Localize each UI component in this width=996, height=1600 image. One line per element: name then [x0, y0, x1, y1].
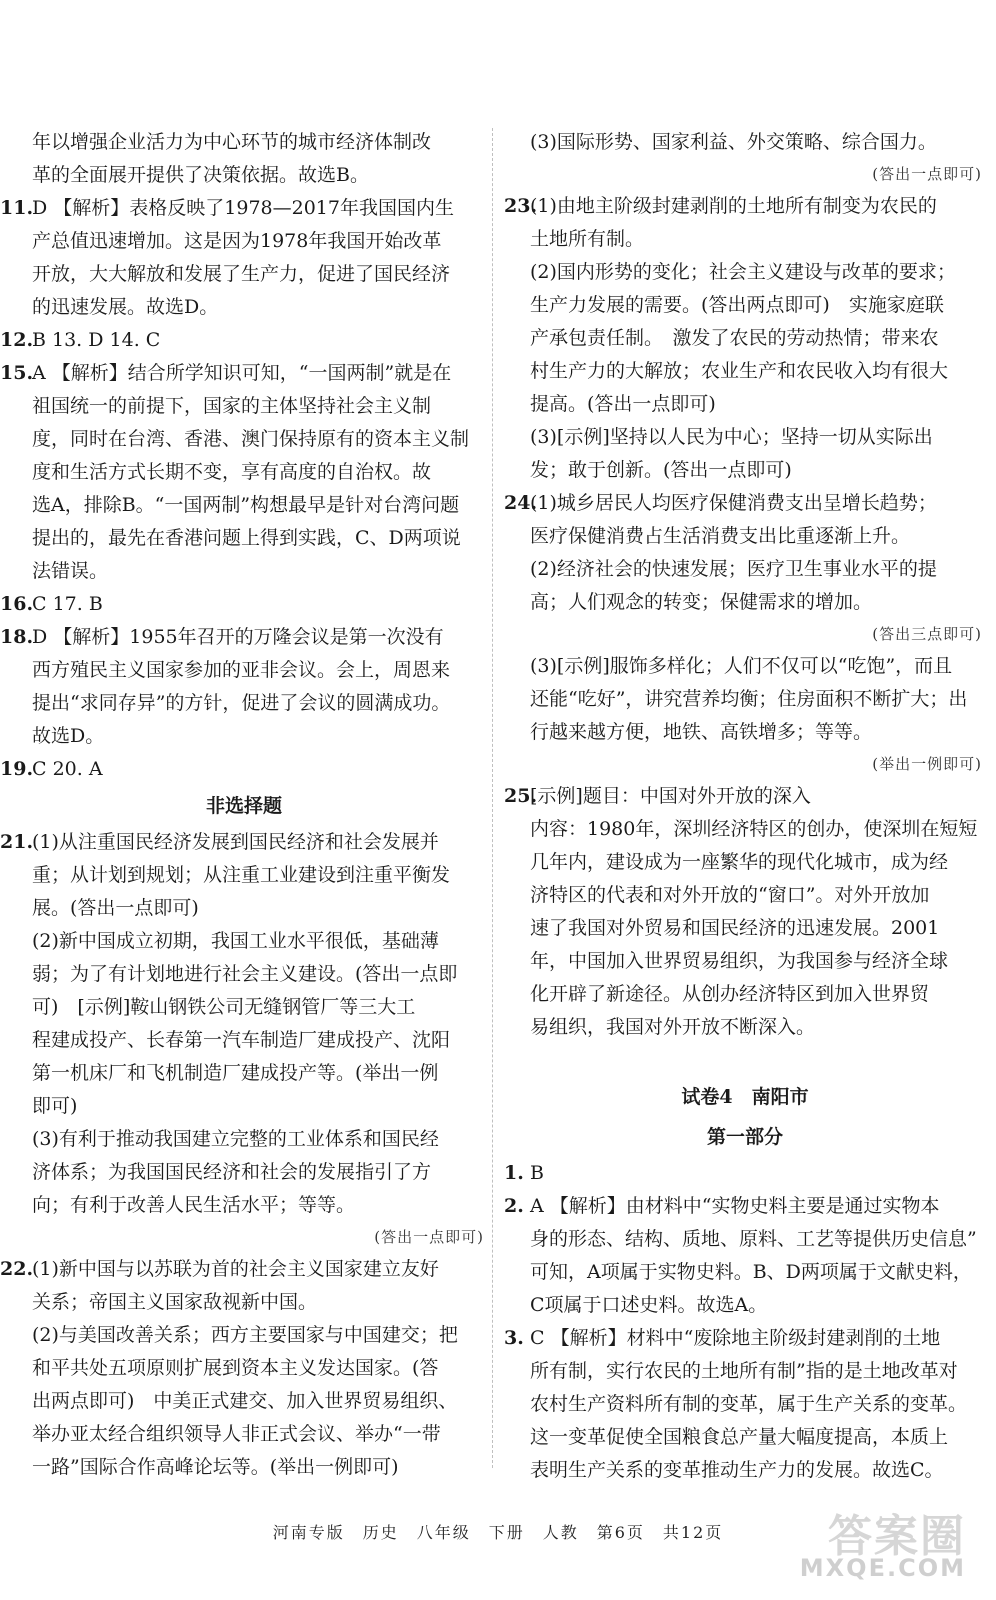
answer-item — [0, 753, 488, 786]
answer-text: 向；有利于改善人民生活水平；等等。 — [32, 1194, 356, 1216]
answer-text: 济体系；为我国国民经济和社会的发展指引了方 — [32, 1161, 432, 1183]
question-number: 2. — [504, 1195, 524, 1217]
question-number: 11. — [0, 197, 34, 219]
answer-line — [504, 1454, 986, 1487]
answer-line — [0, 522, 488, 555]
answer-text: A 【解析】结合所学知识可知，“一国两制”就是在 — [32, 362, 452, 384]
answer-text: 提高。(答出一点即可) — [530, 393, 716, 415]
answer-item — [504, 190, 986, 223]
watermark-url: MXQE.COM — [799, 1554, 966, 1582]
answer-line — [0, 1156, 488, 1189]
question-number: 16. — [0, 593, 34, 615]
answer-text: (3)有利于推动我国建立完整的工业体系和国民经 — [32, 1128, 439, 1150]
answer-text: 年以增强企业活力为中心环节的城市经济体制改 — [32, 131, 432, 153]
answer-item — [0, 1253, 488, 1286]
answer-text: 几年内，建设成为一座繁华的现代化城市，成为经 — [530, 851, 949, 873]
answer-text: 农村生产资料所有制的变革，属于生产关系的变革。 — [530, 1393, 968, 1415]
answer-text: D 【解析】1955年召开的万隆会议是第一次没有 — [32, 626, 444, 648]
answer-text: 村生产力的大解放；农业生产和农民收入均有很大 — [530, 360, 949, 382]
answer-line — [0, 720, 488, 753]
answer-line — [0, 1123, 488, 1156]
answer-text: B 13. D 14. C — [32, 329, 161, 351]
answer-line — [0, 456, 488, 489]
answer-text: 还能“吃好”，讲究营养均衡；住房面积不断扩大；出 — [530, 688, 968, 710]
answer-text: 身的形态、结构、质地、原料、工艺等提供历史信息” — [530, 1228, 977, 1250]
answer-line — [504, 126, 986, 159]
watermark-text: 答案圈 — [828, 1511, 966, 1562]
answer-line — [504, 650, 986, 683]
answer-text: (3)[示例]坚持以人民为中心；坚持一切从实际出 — [530, 426, 933, 448]
answer-line — [0, 1057, 488, 1090]
answer-line — [504, 1256, 986, 1289]
answer-text: (1)由地主阶级封建剥削的土地所有制变为农民的 — [530, 195, 937, 217]
answer-line — [0, 859, 488, 892]
answer-text: 选A，排除B。“一国两制”构想最早是针对台湾问题 — [32, 494, 460, 516]
answer-text: C 17. B — [32, 593, 103, 615]
answer-note — [504, 159, 986, 190]
answer-line — [0, 390, 488, 423]
answer-line — [504, 355, 986, 388]
answer-line — [0, 687, 488, 720]
answer-line — [0, 1385, 488, 1418]
right-column — [504, 126, 986, 1487]
answer-line — [0, 258, 488, 291]
answer-text: (1)城乡居民人均医疗保健消费支出呈增长趋势； — [530, 492, 937, 514]
section-heading: 第一部分 — [706, 1126, 783, 1148]
answer-line — [504, 945, 986, 978]
answer-line — [504, 520, 986, 553]
answer-text: 举办亚太经合组织领导人非正式会议、举办“一带 — [32, 1423, 441, 1445]
answer-text: 程建成投产、长春第一汽车制造厂建成投产、沈阳 — [32, 1029, 451, 1051]
question-number: 24. — [504, 492, 538, 514]
answer-text: 弱；为了有计划地进行社会主义建设。(答出一点即 — [32, 963, 458, 985]
answer-text: 重；从计划到规划；从注重工业建设到注重平衡发 — [32, 864, 451, 886]
answer-note — [0, 1222, 488, 1253]
question-number: 15. — [0, 362, 34, 384]
answer-item — [0, 324, 488, 357]
answer-line — [504, 1388, 986, 1421]
answer-line — [504, 813, 986, 846]
answer-line — [0, 1418, 488, 1451]
answer-text: 法错误。 — [32, 560, 109, 582]
answer-text: C 【解析】材料中“废除地主阶级封建剥削的土地 — [530, 1327, 941, 1349]
question-number: 19. — [0, 758, 34, 780]
answer-line — [0, 489, 488, 522]
answer-text: (3)[示例]服饰多样化；人们不仅可以“吃饱”，而且 — [530, 655, 953, 677]
answer-text: 高；人们观念的转变；保健需求的增加。 — [530, 591, 873, 613]
answer-note-text: (举出一例即可) — [872, 755, 982, 773]
answer-text: 西方殖民主义国家参加的亚非会议。会上，周恩来 — [32, 659, 451, 681]
answer-text: 度和生活方式长期不变，享有高度的自治权。故 — [32, 461, 432, 483]
answer-text: 发；敢于创新。(答出一点即可) — [530, 459, 792, 481]
answer-text: (2)国内形势的变化；社会主义建设与改革的要求； — [530, 261, 956, 283]
answer-item — [0, 621, 488, 654]
answer-text: 即可) — [32, 1095, 78, 1117]
answer-line — [504, 846, 986, 879]
answer-line — [0, 892, 488, 925]
answer-text: 的迅速发展。故选D。 — [32, 296, 219, 318]
answer-text: 祖国统一的前提下，国家的主体坚持社会主义制 — [32, 395, 432, 417]
answer-line — [0, 423, 488, 456]
section-heading: 非选择题 — [205, 795, 282, 817]
answer-text: C项属于口述史料。故选A。 — [530, 1294, 768, 1316]
answer-text: (2)经济社会的快速发展；医疗卫生事业水平的提 — [530, 558, 937, 580]
answer-text: 年，中国加入世界贸易组织，为我国参与经济全球 — [530, 950, 949, 972]
answer-text: 一路”国际合作高峰论坛等。(举出一例即可) — [32, 1456, 399, 1478]
column-divider — [492, 128, 494, 1468]
answer-line — [504, 289, 986, 322]
answer-text: 速了我国对外贸易和国民经济的迅速发展。2001 — [530, 917, 940, 939]
answer-line — [0, 291, 488, 324]
answer-line — [0, 925, 488, 958]
answer-note-text: (答出三点即可) — [872, 625, 982, 643]
answer-item — [0, 357, 488, 390]
answer-text: 展。(答出一点即可) — [32, 897, 199, 919]
answer-line — [0, 1189, 488, 1222]
answer-text: [示例]题目：中国对外开放的深入 — [530, 785, 811, 807]
answer-text: (3)国际形势、国家利益、外交策略、综合国力。 — [530, 131, 937, 153]
answer-text: 故选D。 — [32, 725, 105, 747]
answer-note — [504, 619, 986, 650]
question-number: 1. — [504, 1162, 524, 1184]
answer-text: 化开辟了新途径。从创办经济特区到加入世界贸 — [530, 983, 930, 1005]
answer-text: 开放，大大解放和发展了生产力，促进了国民经济 — [32, 263, 451, 285]
answer-text: 和平共处五项原则扩展到资本主义发达国家。(答 — [32, 1357, 439, 1379]
question-number: 18. — [0, 626, 34, 648]
answer-note-text: (答出一点即可) — [872, 165, 982, 183]
answer-line — [504, 1011, 986, 1044]
answer-text: 医疗保健消费占生活消费支出比重逐渐上升。 — [530, 525, 911, 547]
answer-line — [504, 1223, 986, 1256]
answer-text: 提出“求同存异”的方针，促进了会议的圆满成功。 — [32, 692, 451, 714]
answer-text: 易组织，我国对外开放不断深入。 — [530, 1016, 816, 1038]
answer-line — [504, 322, 986, 355]
answer-line — [504, 553, 986, 586]
watermark-logo — [796, 1500, 976, 1590]
question-number: 3. — [504, 1327, 524, 1349]
answer-line — [504, 978, 986, 1011]
question-number: 23. — [504, 195, 538, 217]
answer-text: 第一机床厂和飞机制造厂建成投产等。(举出一例 — [32, 1062, 439, 1084]
answer-text: (1)从注重国民经济发展到国民经济和社会发展并 — [32, 831, 439, 853]
answer-line — [0, 126, 488, 159]
answer-line — [504, 454, 986, 487]
answer-text: 提出的，最先在香港问题上得到实践，C、D两项说 — [32, 527, 461, 549]
answer-line — [0, 1451, 488, 1484]
answer-line — [504, 683, 986, 716]
answer-text: 生产力发展的需要。(答出两点即可) 实施家庭联 — [530, 294, 944, 316]
answer-text: 内容：1980年，深圳经济特区的创办，使深圳在短短 — [530, 818, 978, 840]
answer-text: 关系；帝国主义国家敌视新中国。 — [32, 1291, 318, 1313]
spacer — [504, 1044, 986, 1077]
left-column — [0, 126, 488, 1484]
answer-text: 可) [示例]鞍山钢铁公司无缝钢管厂等三大工 — [32, 996, 416, 1018]
answer-text: (2)新中国成立初期，我国工业水平很低，基础薄 — [32, 930, 439, 952]
section-heading: 试卷4 南阳市 — [681, 1086, 809, 1108]
answer-line — [504, 421, 986, 454]
answer-text: (2)与美国改善关系；西方主要国家与中国建交；把 — [32, 1324, 458, 1346]
question-number: 22. — [0, 1258, 34, 1280]
answer-text: 表明生产关系的变革推动生产力的发展。故选C。 — [530, 1459, 944, 1481]
answer-line — [0, 1319, 488, 1352]
answer-line — [504, 1289, 986, 1322]
answer-text: D 【解析】表格反映了1978—2017年我国国内生 — [32, 197, 454, 219]
answer-text: 革的全面展开提供了决策依据。故选B。 — [32, 164, 369, 186]
answer-text: 产总值迅速增加。这是因为1978年我国开始改革 — [32, 230, 442, 252]
question-number: 25. — [504, 785, 538, 807]
answer-item — [0, 192, 488, 225]
question-number: 21. — [0, 831, 34, 853]
answer-line — [0, 225, 488, 258]
answer-line — [0, 1352, 488, 1385]
answer-line — [504, 879, 986, 912]
answer-text: C 20. A — [32, 758, 103, 780]
answer-item — [504, 1190, 986, 1223]
answer-item — [504, 1157, 986, 1190]
answer-text: 这一变革促使全国粮食总产量大幅度提高，本质上 — [530, 1426, 949, 1448]
answer-line — [504, 586, 986, 619]
answer-text: B — [530, 1162, 544, 1184]
answer-note — [504, 749, 986, 780]
question-number: 12. — [0, 329, 34, 351]
answer-line — [504, 256, 986, 289]
answer-line — [0, 1024, 488, 1057]
answer-note-text: (答出一点即可) — [374, 1228, 484, 1246]
answer-text: 可知，A项属于实物史料。B、D两项属于文献史料， — [530, 1261, 972, 1283]
answer-line — [0, 159, 488, 192]
answer-text: 土地所有制。 — [530, 228, 645, 250]
answer-item — [0, 826, 488, 859]
answer-item — [504, 487, 986, 520]
answer-item — [0, 588, 488, 621]
answer-text: 行越来越方便，地铁、高铁增多；等等。 — [530, 721, 873, 743]
answer-line — [0, 1090, 488, 1123]
answer-line — [504, 1421, 986, 1454]
answer-text: 所有制，实行农民的土地所有制”指的是土地改革对 — [530, 1360, 958, 1382]
answer-line — [0, 958, 488, 991]
answer-line — [504, 912, 986, 945]
answer-text: 度，同时在台湾、香港、澳门保持原有的资本主义制 — [32, 428, 470, 450]
answer-line — [504, 716, 986, 749]
answer-line — [504, 223, 986, 256]
answer-line — [504, 1355, 986, 1388]
answer-line — [0, 991, 488, 1024]
answer-item — [504, 780, 986, 813]
answer-line — [0, 555, 488, 588]
answer-line — [0, 1286, 488, 1319]
answer-item — [504, 1322, 986, 1355]
answer-text: 产承包责任制。 激发了农民的劳动热情；带来农 — [530, 327, 939, 349]
answer-text: (1)新中国与以苏联为首的社会主义国家建立友好 — [32, 1258, 439, 1280]
answer-line — [504, 388, 986, 421]
page-footer: 河南专版 历史 八年级 下册 人教 第6页 共12页 — [272, 1523, 724, 1542]
answer-text: A 【解析】由材料中“实物史料主要是通过实物本 — [530, 1195, 940, 1217]
answer-line — [0, 654, 488, 687]
answer-text: 济特区的代表和对外开放的“窗口”。对外开放加 — [530, 884, 930, 906]
answer-text: 出两点即可) 中美正式建交、加入世界贸易组织、 — [32, 1390, 458, 1412]
